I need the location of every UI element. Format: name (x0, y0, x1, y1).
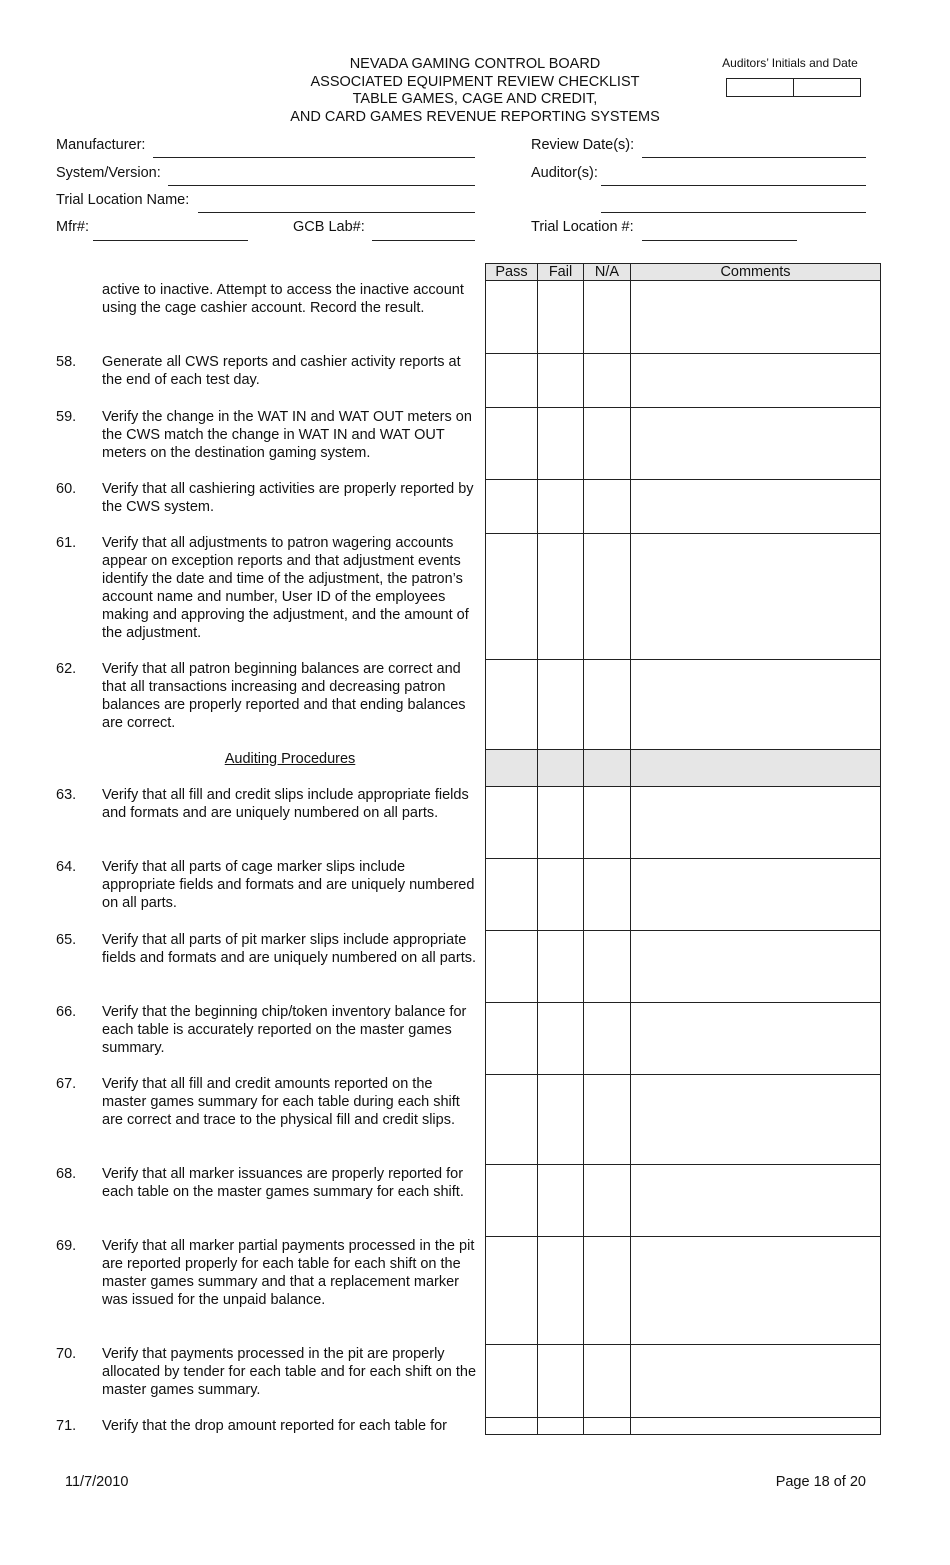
comments-header: Comments (631, 264, 881, 281)
item-number: 59. (56, 409, 77, 425)
grid-row-65 (486, 931, 881, 1003)
trial-location-number-label: Trial Location #: (531, 219, 634, 235)
comments-cell[interactable] (631, 787, 881, 859)
na-cell[interactable] (584, 1237, 631, 1345)
grid-row-63 (486, 787, 881, 859)
comments-cell[interactable] (631, 480, 881, 534)
pass-cell[interactable] (486, 1165, 538, 1237)
item-text: Verify that all marker partial payments processed in the pit are reported properly for each table for each shift on the master games summary and that a replacement marker was issued for the unpaid balance. (102, 1238, 475, 1308)
item-text: Verify that the drop amount reported for each table for (102, 1418, 447, 1434)
item-number: 67. (56, 1076, 77, 1092)
shaded-cell (538, 750, 584, 787)
item-number: 62. (56, 661, 77, 677)
comments-cell[interactable] (631, 1237, 881, 1345)
pass-cell[interactable] (486, 281, 538, 354)
shaded-cell (631, 750, 881, 787)
pass-cell[interactable] (486, 480, 538, 534)
grid-row-66 (486, 1003, 881, 1075)
item-text: Verify that all parts of cage marker slips include appropriate fields and formats and are uniquely numbered on all parts. (102, 859, 475, 911)
fail-cell[interactable] (538, 931, 584, 1003)
na-cell[interactable] (584, 859, 631, 931)
grid-row-70 (486, 1345, 881, 1418)
auditor-initials-label: Auditors’ Initials and Date (722, 56, 858, 70)
item-number: 63. (56, 787, 77, 803)
item-number: 65. (56, 932, 77, 948)
fail-header: Fail (538, 264, 584, 281)
pass-cell[interactable] (486, 1418, 538, 1435)
checklist-grid (485, 263, 881, 1435)
item-text: Verify that all patron beginning balances are correct and that all transactions increasing and decreasing patron balances are properly reported and that ending balances are correct. (102, 661, 466, 731)
grid-row-71 (486, 1418, 881, 1435)
gcb-lab-label: GCB Lab#: (293, 219, 365, 235)
comments-cell[interactable] (631, 660, 881, 750)
item-text: Verify that payments processed in the pit are properly allocated by tender for each table and for each shift on the master games summary. (102, 1346, 477, 1398)
na-cell[interactable] (584, 534, 631, 660)
na-cell[interactable] (584, 931, 631, 1003)
grid-row-69 (486, 1237, 881, 1345)
item-text: Verify that the beginning chip/token inventory balance for each table is accurately reported on the master games summary. (102, 1004, 467, 1056)
header-title-line-2: ASSOCIATED EQUIPMENT REVIEW CHECKLIST (310, 73, 640, 90)
item-number: 58. (56, 354, 77, 370)
manufacturer-field[interactable] (153, 157, 475, 158)
comments-cell[interactable] (631, 859, 881, 931)
item-number: 64. (56, 859, 77, 875)
comments-cell[interactable] (631, 1003, 881, 1075)
item-text: Generate all CWS reports and cashier activity reports at the end of each test day. (102, 354, 461, 388)
footer-date: 11/7/2010 (65, 1474, 129, 1490)
pass-cell[interactable] (486, 1075, 538, 1165)
grid-row-59 (486, 408, 881, 480)
grid-row-64 (486, 859, 881, 931)
item-number: 71. (56, 1418, 77, 1434)
fail-cell[interactable] (538, 1075, 584, 1165)
pass-cell[interactable] (486, 931, 538, 1003)
gcb-lab-field[interactable] (372, 240, 475, 241)
auditors-label: Auditor(s): (531, 165, 598, 181)
mfr-number-label: Mfr#: (56, 219, 90, 235)
comments-cell[interactable] (631, 1345, 881, 1418)
item-number: 69. (56, 1238, 77, 1254)
shaded-cell (584, 750, 631, 787)
grid-row-62 (486, 660, 881, 750)
fail-cell[interactable] (538, 534, 584, 660)
pass-cell[interactable] (486, 408, 538, 480)
item-text: Verify that all marker issuances are properly reported for each table on the master games summary for each shift. (102, 1166, 464, 1200)
grid-row-section (486, 750, 881, 787)
item-number: 61. (56, 535, 77, 551)
pass-cell[interactable] (486, 787, 538, 859)
auditor-date-box[interactable] (793, 78, 861, 97)
item-text: Verify that all parts of pit marker slips include appropriate fields and formats and are uniquely numbered on all parts. (102, 932, 476, 966)
na-cell[interactable] (584, 480, 631, 534)
na-cell[interactable] (584, 787, 631, 859)
item-number: 68. (56, 1166, 77, 1182)
comments-cell[interactable] (631, 281, 881, 354)
pass-cell[interactable] (486, 859, 538, 931)
system-version-field[interactable] (168, 185, 475, 186)
item-text: Verify that all cashiering activities are properly reported by the CWS system. (102, 481, 474, 515)
comments-cell[interactable] (631, 1418, 881, 1435)
na-cell[interactable] (584, 660, 631, 750)
comments-cell[interactable] (631, 1075, 881, 1165)
trial-location-name-label: Trial Location Name: (56, 192, 190, 208)
item-text: Verify that all fill and credit amounts reported on the master games summary for each table during each shift are correct and trace to the physical fill and credit slips. (102, 1076, 460, 1128)
pass-cell[interactable] (486, 1237, 538, 1345)
fail-cell[interactable] (538, 660, 584, 750)
comments-cell[interactable] (631, 931, 881, 1003)
grid-header-row (486, 264, 881, 281)
item-text: Verify the change in the WAT IN and WAT OUT meters on the CWS match the change in WAT IN and WAT OUT meters on the destination gaming system. (102, 409, 472, 461)
comments-cell[interactable] (631, 534, 881, 660)
pass-cell[interactable] (486, 534, 538, 660)
header-title-line-3: TABLE GAMES, CAGE AND CREDIT, (352, 91, 598, 107)
fail-cell[interactable] (538, 408, 584, 480)
review-dates-field[interactable] (642, 157, 866, 158)
mfr-number-field[interactable] (93, 240, 248, 241)
na-cell[interactable] (584, 1075, 631, 1165)
header-title-line-4: AND CARD GAMES REVENUE REPORTING SYSTEMS (290, 108, 660, 125)
fail-cell[interactable] (538, 281, 584, 354)
comments-cell[interactable] (631, 354, 881, 408)
na-cell[interactable] (584, 1345, 631, 1418)
continued-item-text: active to inactive. Attempt to access the inactive account using the cage cashier account. Record the result. (102, 282, 464, 316)
auditor-initials-box[interactable] (726, 78, 794, 97)
review-dates-label: Review Date(s): (531, 137, 635, 153)
fail-cell[interactable] (538, 354, 584, 408)
item-number: 70. (56, 1346, 77, 1362)
pass-header: Pass (486, 264, 538, 281)
grid-row-68 (486, 1165, 881, 1237)
fail-cell[interactable] (538, 1345, 584, 1418)
grid-row-67 (486, 1075, 881, 1165)
pass-cell[interactable] (486, 660, 538, 750)
item-number: 66. (56, 1004, 77, 1020)
fail-cell[interactable] (538, 480, 584, 534)
pass-cell[interactable] (486, 1345, 538, 1418)
na-cell[interactable] (584, 1165, 631, 1237)
na-cell[interactable] (584, 354, 631, 408)
grid-row-58 (486, 354, 881, 408)
comments-cell[interactable] (631, 408, 881, 480)
auditors-field[interactable] (601, 185, 866, 186)
item-text: Verify that all fill and credit slips include appropriate fields and formats and are uniquely numbered on all parts. (102, 787, 469, 821)
fail-cell[interactable] (538, 1418, 584, 1435)
na-cell[interactable] (584, 1003, 631, 1075)
grid-row-61 (486, 534, 881, 660)
manufacturer-label: Manufacturer: (56, 137, 146, 153)
header-title-line-1: NEVADA GAMING CONTROL BOARD (349, 56, 601, 72)
na-cell[interactable] (584, 281, 631, 354)
fail-cell[interactable] (538, 1003, 584, 1075)
system-version-label: System/Version: (56, 165, 161, 181)
item-number: 60. (56, 481, 77, 497)
comments-cell[interactable] (631, 1165, 881, 1237)
pass-cell[interactable] (486, 1003, 538, 1075)
fail-cell[interactable] (538, 787, 584, 859)
grid-row-60 (486, 480, 881, 534)
na-header: N/A (584, 264, 631, 281)
trial-location-number-field[interactable] (642, 240, 797, 241)
item-text: Verify that all adjustments to patron wagering accounts appear on exception reports and that adjustment events identify the date and time of the adjustment, the patron’s account name and number, User ID of the employees making and approving the adjustment, and the amount of the adjustment. (102, 535, 469, 641)
na-cell[interactable] (584, 408, 631, 480)
pass-cell[interactable] (486, 354, 538, 408)
auditors-field-extra[interactable] (601, 212, 866, 213)
grid-row-continued (486, 281, 881, 354)
section-heading: Auditing Procedures (224, 751, 356, 767)
shaded-cell (486, 750, 538, 787)
trial-location-name-field[interactable] (198, 212, 475, 213)
na-cell[interactable] (584, 1418, 631, 1435)
footer-page-number: Page 18 of 20 (775, 1474, 866, 1490)
fail-cell[interactable] (538, 1237, 584, 1345)
fail-cell[interactable] (538, 1165, 584, 1237)
fail-cell[interactable] (538, 859, 584, 931)
